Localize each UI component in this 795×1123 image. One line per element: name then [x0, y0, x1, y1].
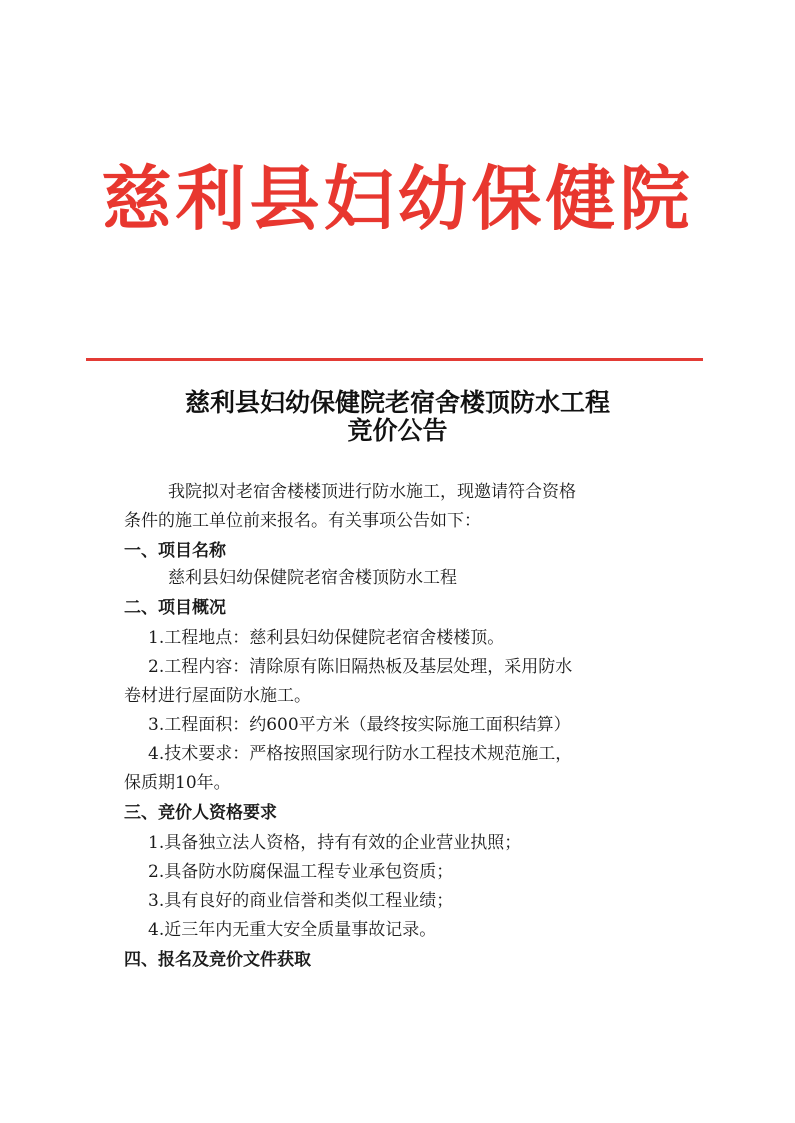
- overview-item-area: 3.工程面积：约600平方米（最终按实际施工面积结算）: [148, 715, 571, 735]
- intro-paragraph-line2: 条件的施工单位前来报名。有关事项公告如下：: [124, 511, 481, 531]
- qualification-item-4: 4.近三年内无重大安全质量事故记录。: [148, 920, 437, 940]
- intro-paragraph-line1: 我院拟对老宿舍楼楼顶进行防水施工，现邀请符合资格: [168, 482, 576, 502]
- red-divider-line: [86, 358, 703, 361]
- overview-item-content-line2: 卷材进行屋面防水施工。: [124, 686, 311, 706]
- section-heading-project-overview: 二、项目概况: [124, 598, 226, 618]
- notice-title-line2: 竞价公告: [347, 416, 448, 445]
- section-heading-qualification: 三、竞价人资格要求: [124, 803, 277, 823]
- overview-item-tech-line2: 保质期10年。: [124, 773, 231, 793]
- qualification-item-1: 1.具备独立法人资格，持有有效的企业营业执照；: [148, 833, 522, 853]
- overview-item-content-line1: 2.工程内容：清除原有陈旧隔热板及基层处理，采用防水: [148, 657, 573, 677]
- project-name-text: 慈利县妇幼保健院老宿舍楼顶防水工程: [168, 568, 457, 588]
- qualification-item-3: 3.具有良好的商业信誉和类似工程业绩；: [148, 891, 454, 911]
- notice-title-line1: 慈利县妇幼保健院老宿舍楼顶防水工程: [184, 388, 610, 417]
- overview-item-tech-line1: 4.技术要求：严格按照国家现行防水工程技术规范施工，: [148, 744, 573, 764]
- letterhead-title: 慈利县妇幼保健院: [101, 157, 694, 240]
- section-heading-registration: 四、报名及竞价文件获取: [124, 950, 311, 970]
- overview-item-location: 1.工程地点：慈利县妇幼保健院老宿舍楼楼顶。: [148, 628, 505, 648]
- section-heading-project-name: 一、项目名称: [124, 541, 226, 561]
- qualification-item-2: 2.具备防水防腐保温工程专业承包资质；: [148, 862, 454, 882]
